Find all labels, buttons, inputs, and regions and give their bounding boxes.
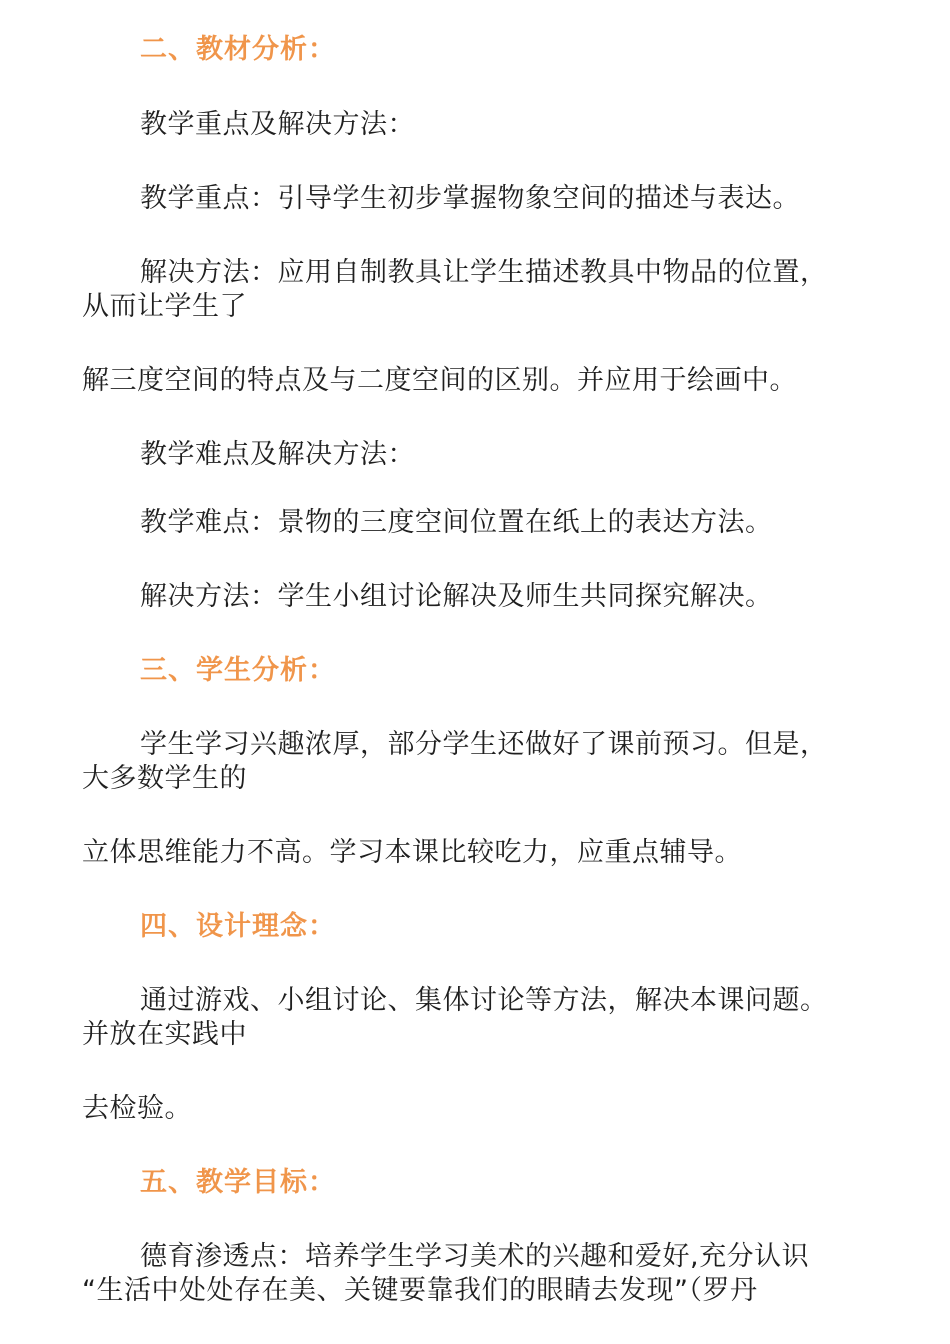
paragraph-line: 学生学习兴趣浓厚，部分学生还做好了课前预习。但是， [140, 729, 828, 760]
paragraph-line: 教学重点：引导学生初步掌握物象空间的描述与表达。 [140, 183, 800, 214]
paragraph-line: 教学难点及解决方法： [140, 439, 415, 470]
paragraph-line: 立体思维能力不高。学习本课比较吃力，应重点辅导。 [82, 837, 742, 868]
paragraph-line: 解决方法：学生小组讨论解决及师生共同探究解决。 [140, 581, 773, 612]
paragraph-line: 通过游戏、小组讨论、集体讨论等方法，解决本课问题。 [140, 985, 828, 1016]
paragraph-line: 教学难点：景物的三度空间位置在纸上的表达方法。 [140, 507, 773, 538]
paragraph-line: 从而让学生了 [82, 291, 247, 322]
paragraph-line: 解三度空间的特点及与二度空间的区别。并应用于绘画中。 [82, 365, 797, 396]
section-heading-students: 三、学生分析： [140, 655, 336, 686]
section-heading-design: 四、设计理念： [140, 911, 336, 942]
paragraph-line: 解决方法：应用自制教具让学生描述教具中物品的位置， [140, 257, 828, 288]
paragraph-line: 德育渗透点：培养学生学习美术的兴趣和爱好,充分认识 [140, 1241, 810, 1272]
paragraph-line: “生活中处处存在美、关键要靠我们的眼睛去发现”（罗丹 [82, 1275, 758, 1306]
paragraph-line: 去检验。 [82, 1093, 192, 1124]
paragraph-line: 并放在实践中 [82, 1019, 247, 1050]
section-heading-materials: 二、教材分析： [140, 34, 336, 65]
paragraph-line: 大多数学生的 [82, 763, 247, 794]
section-heading-objectives: 五、教学目标： [140, 1167, 336, 1198]
paragraph-line: 教学重点及解决方法： [140, 109, 415, 140]
